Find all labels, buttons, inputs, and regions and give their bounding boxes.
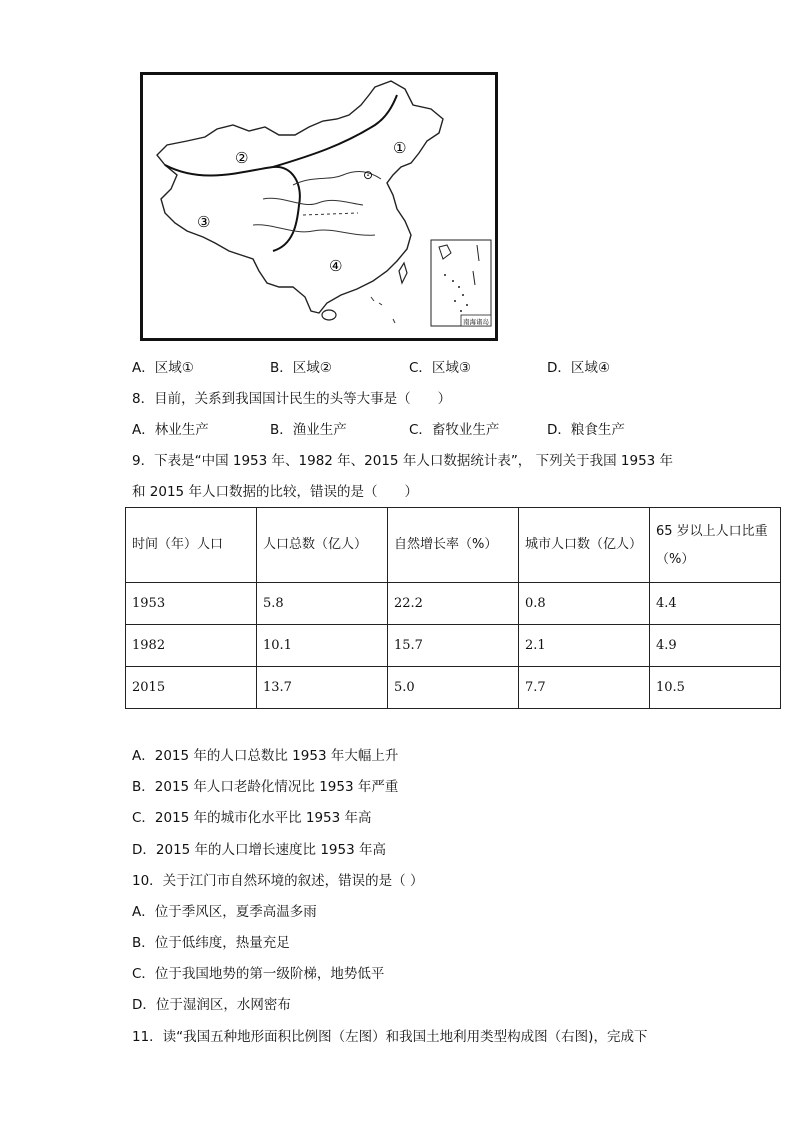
- capital-icon: ⊙: [363, 168, 374, 182]
- table-cell: 0.8: [519, 583, 650, 625]
- q10-stem: 10．关于江门市自然环境的叙述，错误的是（ ）: [132, 873, 424, 889]
- q7-option-b[interactable]: B．区域②: [270, 360, 332, 376]
- south-china-sea-inset: [431, 240, 491, 326]
- table-row: [126, 667, 781, 709]
- q8-option-a[interactable]: A．林业生产: [132, 422, 209, 438]
- table-cell: 1982: [126, 625, 257, 667]
- q10-option-d[interactable]: D．位于湿润区，水网密布: [132, 997, 291, 1013]
- q10-option-c[interactable]: C．位于我国地势的第一级阶梯，地势低平: [132, 966, 385, 982]
- population-table: [125, 507, 781, 709]
- q8-option-b[interactable]: B．渔业生产: [270, 422, 347, 438]
- river-line: [253, 225, 375, 235]
- table-cell: 10.1: [257, 625, 388, 667]
- q7-options: [132, 359, 692, 377]
- table-header-cell: 65 岁以上人口比重（%）: [650, 508, 781, 583]
- table-cell: 5.0: [388, 667, 519, 709]
- q9-option-b[interactable]: B．2015 年人口老龄化情况比 1953 年严重: [132, 779, 399, 795]
- table-cell: 5.8: [257, 583, 388, 625]
- inset-label: 南海诸岛: [463, 318, 489, 326]
- q8-option-d[interactable]: D．粮食生产: [547, 422, 625, 438]
- q9-option-c[interactable]: C．2015 年的城市化水平比 1953 年高: [132, 810, 372, 826]
- table-cell: 13.7: [257, 667, 388, 709]
- taiwan-island: [399, 263, 407, 283]
- table-cell: 1953: [126, 583, 257, 625]
- table-header-cell: 时间（年）人口: [126, 508, 257, 583]
- table-header-cell: 自然增长率（%）: [388, 508, 519, 583]
- q9-stem-line2: 和 2015 年人口数据的比较，错误的是（ ）: [132, 484, 418, 500]
- river-line: [263, 198, 363, 205]
- q8-stem: 8．目前，关系到我国国计民生的头等大事是（ ）: [132, 391, 452, 407]
- table-header-row: [126, 508, 781, 583]
- table-row: [126, 625, 781, 667]
- table-cell: 10.5: [650, 667, 781, 709]
- hainan-island: [322, 310, 336, 320]
- q7-option-d[interactable]: D．区域④: [547, 360, 610, 376]
- table-cell: 2.1: [519, 625, 650, 667]
- table-cell: 22.2: [388, 583, 519, 625]
- region-marker-2: ②: [235, 149, 249, 167]
- table-cell: 4.4: [650, 583, 781, 625]
- table-header-cell: 人口总数（亿人）: [257, 508, 388, 583]
- region-marker-3: ③: [197, 213, 211, 231]
- q10-option-a[interactable]: A．位于季风区，夏季高温多雨: [132, 904, 317, 920]
- region-marker-1: ①: [393, 139, 407, 157]
- table-cell: 15.7: [388, 625, 519, 667]
- q10-option-b[interactable]: B．位于低纬度，热量充足: [132, 935, 290, 951]
- q9-option-d[interactable]: D．2015 年的人口增长速度比 1953 年高: [132, 842, 386, 858]
- table-row: [126, 583, 781, 625]
- q7-option-c[interactable]: C．区域③: [409, 360, 472, 376]
- region-marker-4: ④: [329, 257, 343, 275]
- q7-option-a[interactable]: A．区域①: [132, 360, 194, 376]
- q8-option-c[interactable]: C．畜牧业生产: [409, 422, 500, 438]
- table-cell: 4.9: [650, 625, 781, 667]
- dashed-line: [303, 213, 358, 215]
- q8-options: [132, 421, 692, 439]
- table-header-cell: 城市人口数（亿人）: [519, 508, 650, 583]
- china-region-map: [140, 72, 498, 341]
- coast-marks: [371, 297, 395, 323]
- q9-stem-line1: 9．下表是“中国 1953 年、1982 年、2015 年人口数据统计表”， 下列关于我国 1953 年: [132, 453, 674, 469]
- china-outline-map: [143, 75, 495, 338]
- table-cell: 7.7: [519, 667, 650, 709]
- q11-stem: 11．读“我国五种地形面积比例图（左图）和我国土地利用类型构成图（右图)，完成下: [132, 1029, 648, 1045]
- table-cell: 2015: [126, 667, 257, 709]
- q9-option-a[interactable]: A．2015 年的人口总数比 1953 年大幅上升: [132, 748, 399, 764]
